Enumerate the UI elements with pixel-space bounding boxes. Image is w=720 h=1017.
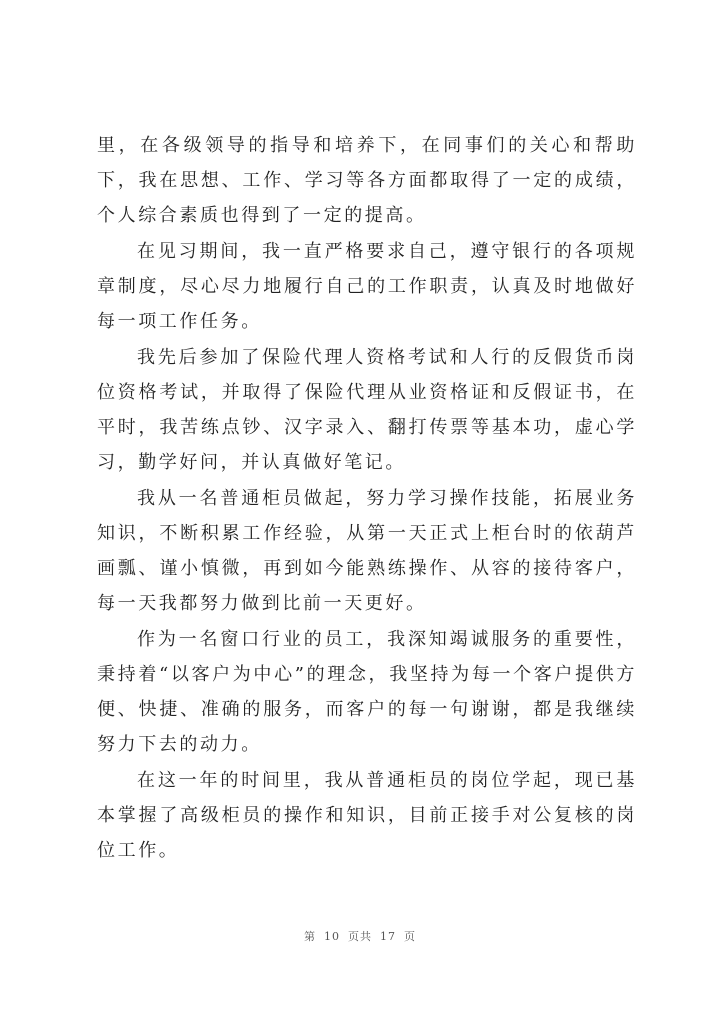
paragraph-continuation: 里，在各级领导的指导和培养下，在同事们的关心和帮助下，我在思想、工作、学习等各方面都取得了一定的成绩，个人综合素质也得到了一定的提高。 xyxy=(97,135,637,226)
document-body xyxy=(97,128,637,868)
footer-prefix: 第 xyxy=(304,930,316,943)
page-number: 10 xyxy=(324,930,340,943)
paragraph-teller-growth: 我从一名普通柜员做起，努力学习操作技能，拓展业务知识，不断积累工作经验，从第一天正式上柜台时的依葫芦画瓢、谨小慎微，再到如今能熟练操作、从容的接待客户，每一天我都努力做到比前一天更好。 xyxy=(97,488,637,614)
footer-suffix: 页 xyxy=(404,930,416,943)
paragraph-internship: 在见习期间，我一直严格要求自己，遵守银行的各项规章制度，尽心尽力地履行自己的工作职责，认真及时地做好每一项工作任务。 xyxy=(97,241,637,332)
page-footer xyxy=(0,928,720,944)
paragraph-certifications: 我先后参加了保险代理人资格考试和人行的反假货币岗位资格考试，并取得了保险代理从业资格证和反假证书，在平时，我苦练点钞、汉字录入、翻打传票等基本功，虚心学习，勤学好问，并认真做好笔记。 xyxy=(97,347,637,473)
paragraph-customer-service: 作为一名窗口行业的员工，我深知竭诚服务的重要性，秉持着“以客户为中心”的理念，我坚持为每一个客户提供方便、快捷、准确的服务，而客户的每一句谢谢，都是我继续努力下去的动力。 xyxy=(97,629,637,755)
footer-middle: 页共 xyxy=(348,930,372,943)
paragraph-year-summary: 在这一年的时间里，我从普通柜员的岗位学起，现已基本掌握了高级柜员的操作和知识，目前正接手对公复核的岗位工作。 xyxy=(97,770,637,861)
page-total: 17 xyxy=(380,930,396,943)
